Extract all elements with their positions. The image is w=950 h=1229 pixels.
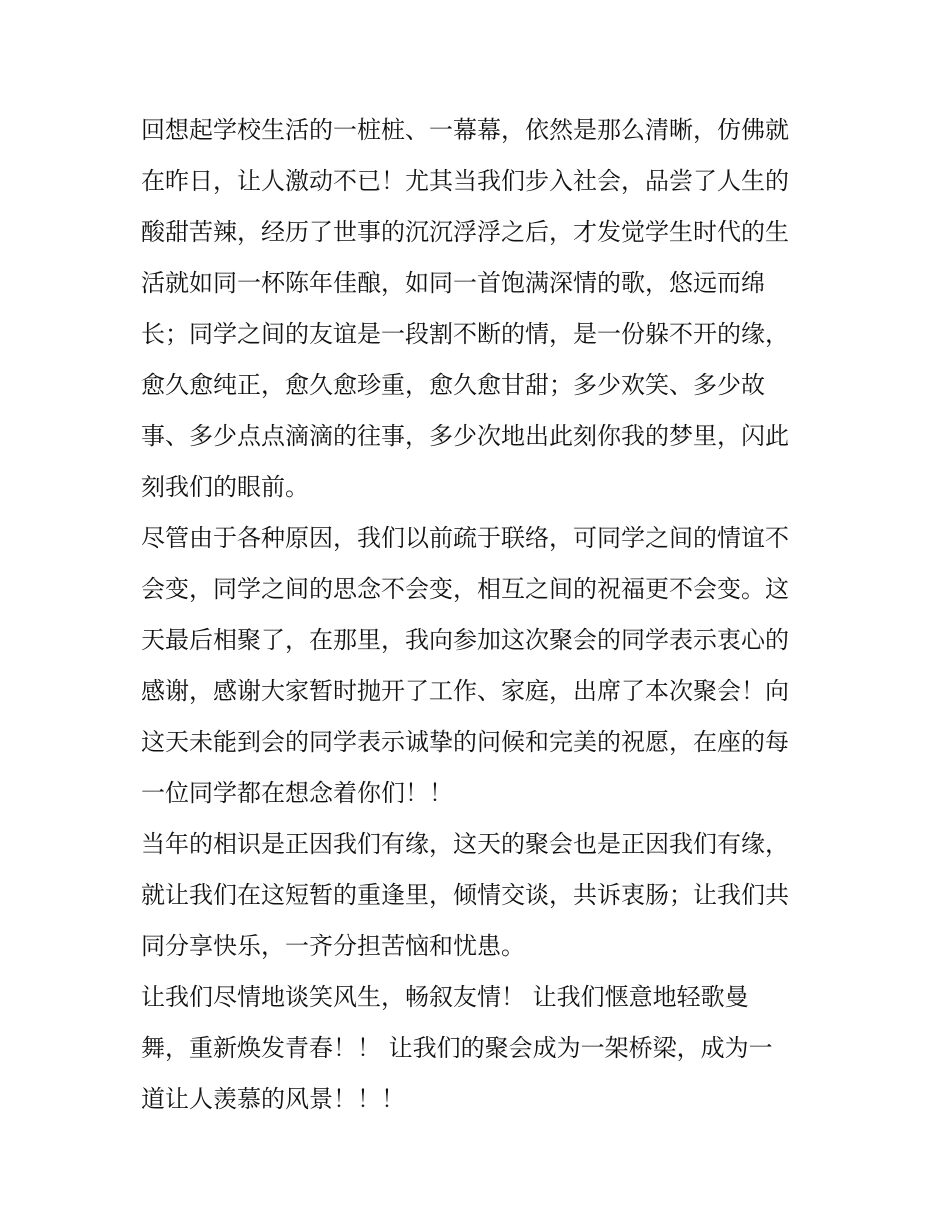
text-line: 愈久愈纯正，愈久愈珍重，愈久愈甘甜；多少欢笑、多少故 [141, 371, 765, 399]
text-line: 回想起学校生活的一桩桩、一幕幕，依然是那么清晰，仿佛就 [141, 116, 789, 144]
text-line: 事、多少点点滴滴的往事，多少次地出此刻你我的梦里，闪此 [141, 422, 789, 450]
text-line: 舞，重新焕发青春！！ 让我们的聚会成为一架桥梁，成为一 [141, 1034, 773, 1062]
text-line: 同分享快乐，一齐分担苦恼和忧患。 [141, 932, 525, 960]
text-line: 尽管由于各种原因，我们以前疏于联络，可同学之间的情谊不 [141, 524, 789, 552]
text-line: 刻我们的眼前。 [141, 473, 309, 501]
text-line: 长；同学之间的友谊是一段割不断的情，是一份躲不开的缘， [141, 320, 789, 348]
text-line: 天最后相聚了，在那里，我向参加这次聚会的同学表示衷心的 [141, 626, 789, 654]
text-line: 活就如同一杯陈年佳酿，如同一首饱满深情的歌，悠远而绵 [141, 269, 765, 297]
text-line: 一位同学都在想念着你们！！ [141, 779, 453, 807]
text-line: 让我们尽情地谈笑风生，畅叙友情！ 让我们惬意地轻歌曼 [141, 983, 749, 1011]
text-line: 当年的相识是正因我们有缘，这天的聚会也是正因我们有缘， [141, 830, 789, 858]
document-body [141, 105, 821, 1125]
text-line: 就让我们在这短暂的重逢里，倾情交谈，共诉衷肠；让我们共 [141, 881, 789, 909]
text-line: 感谢，感谢大家暂时抛开了工作、家庭，出席了本次聚会！向 [141, 677, 789, 705]
text-line: 会变，同学之间的思念不会变，相互之间的祝福更不会变。这 [141, 575, 789, 603]
text-line: 这天未能到会的同学表示诚挚的问候和完美的祝愿，在座的每 [141, 728, 789, 756]
text-line: 在昨日，让人激动不已！尤其当我们步入社会，品尝了人生的 [141, 167, 789, 195]
text-line: 道让人羡慕的风景！！！ [141, 1085, 405, 1113]
text-line: 酸甜苦辣，经历了世事的沉沉浮浮之后，才发觉学生时代的生 [141, 218, 789, 246]
